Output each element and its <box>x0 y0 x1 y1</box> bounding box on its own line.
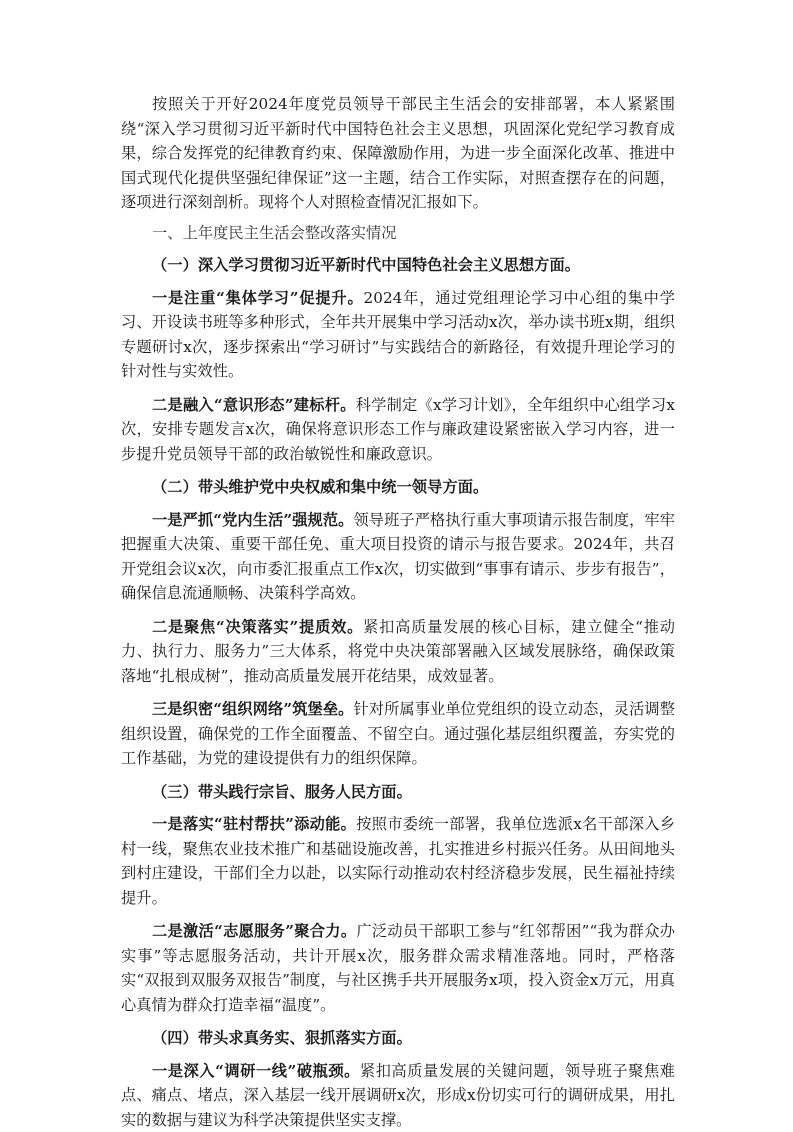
group-heading: （三）带头践行宗旨、服务人民方面。 <box>121 780 675 805</box>
section-title: 一、上年度民主生活会整改落实情况 <box>121 221 675 246</box>
group-heading: （二）带头维护党中央权威和集中统一领导方面。 <box>121 475 675 500</box>
item-text: 针对所属事业单位党组织的设立动态，灵活调整组织设置，确保党的工作全面覆盖、不留空白。通过强化基层组织覆盖，夯实党的工作基础，为党的建设提供有力的组织保障。 <box>121 700 675 767</box>
list-item <box>121 919 675 1017</box>
item-lead: 三是织密“组织网络”筑堡垒。 <box>152 700 353 718</box>
group-heading: （一）深入学习贯彻习近平新时代中国特色社会主义思想方面。 <box>121 253 675 278</box>
item-text: 科学制定《x学习计划》，全年组织中心组学习x次，安排专题发言x次，确保将意识形态工作与廉政建设紧密嵌入学习内容，进一步提升党员领导干部的政治敏锐性和廉政意识。 <box>121 396 675 463</box>
item-lead: 一是注重“集体学习”促提升。 <box>152 289 363 307</box>
list-item <box>121 1059 675 1132</box>
group-heading: （四）带头求真务实、狠抓落实方面。 <box>121 1026 675 1051</box>
list-item <box>121 508 675 606</box>
item-text: 2024年，通过党组理论学习中心组的集中学习、开设读书班等多种形式，全年共开展集中学习活动x次，举办读书班x期，组织专题研讨x次，逐步探索出“学习研讨”与实践结合的新路径，有效提升理论学习的针对性与实效性。 <box>121 289 675 381</box>
item-text: 广泛动员干部职工参与“红邻帮困”“我为群众办实事”等志愿服务活动，共计开展x次，服务群众需求精准落地。同时，严格落实“双报到双服务双报告”制度，与社区携手共开展服务x项，投入资金x万元，用真心真情为群众打造幸福“温度”。 <box>121 922 675 1014</box>
item-lead: 二是聚焦“决策落实”提质效。 <box>152 618 363 636</box>
list-item <box>121 812 675 910</box>
intro-paragraph: 按照关于开好2024年度党员领导干部民主生活会的安排部署，本人紧紧围绕“深入学习贯彻习近平新时代中国特色社会主义思想，巩固深化党纪学习教育成果，综合发挥党的纪律教育约束、保障激励作用，为进一步全面深化改革、推进中国式现代化提供坚强纪律保证”这一主题，结合工作实际，对照查摆存在的问题，逐项进行深刻剖析。现将个人对照检查情况汇报如下。 <box>121 92 675 215</box>
item-text: 按照市委统一部署，我单位选派x名干部深入乡村一线，聚焦农业技术推广和基础设施改善，扎实推进乡村振兴任务。从田间地头到村庄建设，干部们全力以赴，以实际行动推动农村经济稳步发展，民生福祉持续提升。 <box>121 815 675 907</box>
list-item <box>121 697 675 771</box>
list-item <box>121 393 675 467</box>
item-text: 紧扣高质量发展的核心目标，建立健全“推动力、执行力、服务力”三大体系，将党中央决策部署融入区域发展脉络，确保政策落地“扎根成树”，推动高质量发展开花结果，成效显著。 <box>121 618 675 685</box>
item-text: 紧扣高质量发展的关键问题，领导班子聚焦难点、痛点、堵点，深入基层一线开展调研x次，形成x份切实可行的调研成果，用扎实的数据与建议为科学决策提供坚实支撑。 <box>121 1062 675 1129</box>
list-item <box>121 286 675 384</box>
item-text: 领导班子严格执行重大事项请示报告制度，牢牢把握重大决策、重要干部任免、重大项目投资的请示与报告要求。2024年，共召开党组会议x次，向市委汇报重点工作x次，切实做到“事事有请示、步步有报告”，确保信息流通顺畅、决策科学高效。 <box>121 511 675 603</box>
list-item <box>121 615 675 689</box>
item-lead: 二是融入“意识形态”建标杆。 <box>152 396 356 414</box>
item-lead: 一是深入“调研一线”破瓶颈。 <box>152 1062 360 1080</box>
item-lead: 二是激活“志愿服务”聚合力。 <box>152 922 356 940</box>
item-lead: 一是落实“驻村帮扶”添动能。 <box>152 815 356 833</box>
item-lead: 一是严抓“党内生活”强规范。 <box>152 511 353 529</box>
